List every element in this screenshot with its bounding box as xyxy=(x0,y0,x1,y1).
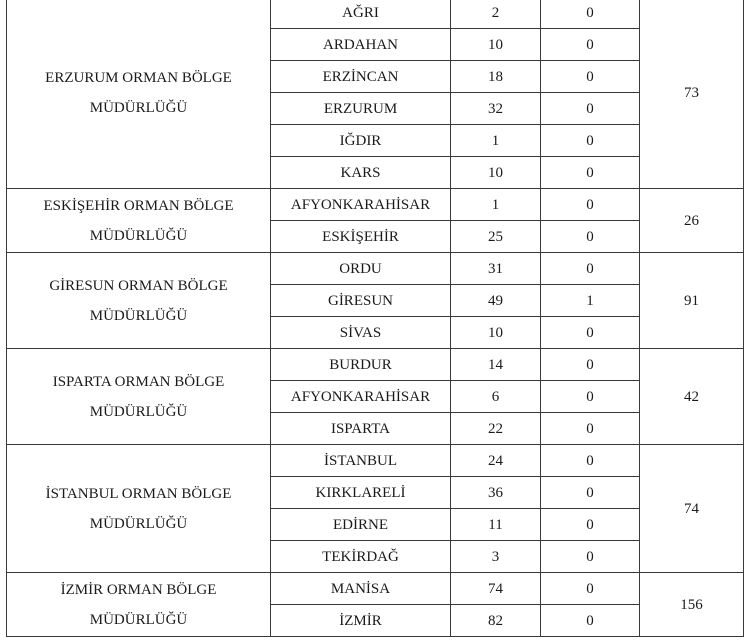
secondary-count-cell: 0 xyxy=(541,445,640,477)
secondary-count-cell: 0 xyxy=(541,413,640,445)
region-name-line2: MÜDÜRLÜĞÜ xyxy=(89,611,188,628)
secondary-count-cell: 0 xyxy=(541,189,640,221)
province-cell: AFYONKARAHİSAR xyxy=(271,381,451,413)
count-cell: 31 xyxy=(451,253,541,285)
province-cell: AFYONKARAHİSAR xyxy=(271,189,451,221)
region-name-line1: ESKİŞEHİR ORMAN BÖLGE xyxy=(43,197,234,214)
province-cell: GİRESUN xyxy=(271,285,451,317)
table-body xyxy=(7,0,744,637)
secondary-count-cell: 0 xyxy=(541,221,640,253)
region-total-cell: 156 xyxy=(640,573,744,637)
province-cell: ESKİŞEHİR xyxy=(271,221,451,253)
region-total-cell: 26 xyxy=(640,189,744,253)
province-cell: TEKİRDAĞ xyxy=(271,541,451,573)
region-total-cell: 74 xyxy=(640,445,744,573)
count-cell: 10 xyxy=(451,317,541,349)
region-name-line2: MÜDÜRLÜĞÜ xyxy=(89,403,188,420)
region-name-line2: MÜDÜRLÜĞÜ xyxy=(89,227,188,244)
region-name-line2: MÜDÜRLÜĞÜ xyxy=(89,307,188,324)
count-cell: 1 xyxy=(451,189,541,221)
secondary-count-cell: 0 xyxy=(541,93,640,125)
region-name-cell xyxy=(7,573,271,637)
count-cell: 10 xyxy=(451,29,541,61)
region-name-cell xyxy=(7,445,271,573)
count-cell: 32 xyxy=(451,93,541,125)
table-row xyxy=(7,0,744,29)
region-name-cell xyxy=(7,349,271,445)
count-cell: 24 xyxy=(451,445,541,477)
province-cell: KARS xyxy=(271,157,451,189)
table-row xyxy=(7,253,744,285)
region-name-cell xyxy=(7,253,271,349)
secondary-count-cell: 0 xyxy=(541,61,640,93)
count-cell: 1 xyxy=(451,125,541,157)
secondary-count-cell: 0 xyxy=(541,157,640,189)
count-cell: 82 xyxy=(451,605,541,637)
count-cell: 18 xyxy=(451,61,541,93)
region-total-cell: 91 xyxy=(640,253,744,349)
region-name-cell xyxy=(7,0,271,189)
secondary-count-cell: 0 xyxy=(541,573,640,605)
province-cell: ERZURUM xyxy=(271,93,451,125)
region-name-line2: MÜDÜRLÜĞÜ xyxy=(89,515,188,532)
table-row xyxy=(7,573,744,605)
province-cell: EDİRNE xyxy=(271,509,451,541)
region-name-line2: MÜDÜRLÜĞÜ xyxy=(89,99,188,116)
region-name-line1: İSTANBUL ORMAN BÖLGE xyxy=(45,485,232,502)
table-row xyxy=(7,189,744,221)
table-row xyxy=(7,349,744,381)
secondary-count-cell: 0 xyxy=(541,605,640,637)
secondary-count-cell: 0 xyxy=(541,541,640,573)
region-total-cell: 42 xyxy=(640,349,744,445)
secondary-count-cell: 0 xyxy=(541,381,640,413)
secondary-count-cell: 0 xyxy=(541,0,640,29)
region-name-line1: ERZURUM ORMAN BÖLGE xyxy=(45,69,232,86)
secondary-count-cell: 0 xyxy=(541,509,640,541)
table-row xyxy=(7,445,744,477)
province-cell: ERZİNCAN xyxy=(271,61,451,93)
province-cell: ARDAHAN xyxy=(271,29,451,61)
province-cell: IĞDIR xyxy=(271,125,451,157)
province-cell: İZMİR xyxy=(271,605,451,637)
secondary-count-cell: 0 xyxy=(541,317,640,349)
region-name-cell xyxy=(7,189,271,253)
province-cell: KIRKLARELİ xyxy=(271,477,451,509)
secondary-count-cell: 0 xyxy=(541,253,640,285)
province-cell: SİVAS xyxy=(271,317,451,349)
count-cell: 49 xyxy=(451,285,541,317)
secondary-count-cell: 0 xyxy=(541,125,640,157)
province-cell: ISPARTA xyxy=(271,413,451,445)
count-cell: 25 xyxy=(451,221,541,253)
province-cell: BURDUR xyxy=(271,349,451,381)
region-total-cell: 73 xyxy=(640,0,744,189)
secondary-count-cell: 0 xyxy=(541,349,640,381)
secondary-count-cell: 1 xyxy=(541,285,640,317)
province-cell: AĞRI xyxy=(271,0,451,29)
secondary-count-cell: 0 xyxy=(541,477,640,509)
count-cell: 14 xyxy=(451,349,541,381)
count-cell: 10 xyxy=(451,157,541,189)
province-cell: MANİSA xyxy=(271,573,451,605)
count-cell: 2 xyxy=(451,0,541,29)
count-cell: 74 xyxy=(451,573,541,605)
count-cell: 36 xyxy=(451,477,541,509)
region-name-line1: GİRESUN ORMAN BÖLGE xyxy=(49,277,228,294)
region-name-line1: İZMİR ORMAN BÖLGE xyxy=(60,581,217,598)
province-cell: ORDU xyxy=(271,253,451,285)
count-cell: 6 xyxy=(451,381,541,413)
secondary-count-cell: 0 xyxy=(541,29,640,61)
province-cell: İSTANBUL xyxy=(271,445,451,477)
count-cell: 11 xyxy=(451,509,541,541)
count-cell: 3 xyxy=(451,541,541,573)
region-name-line1: ISPARTA ORMAN BÖLGE xyxy=(52,373,225,390)
count-cell: 22 xyxy=(451,413,541,445)
forest-region-table xyxy=(6,0,744,637)
